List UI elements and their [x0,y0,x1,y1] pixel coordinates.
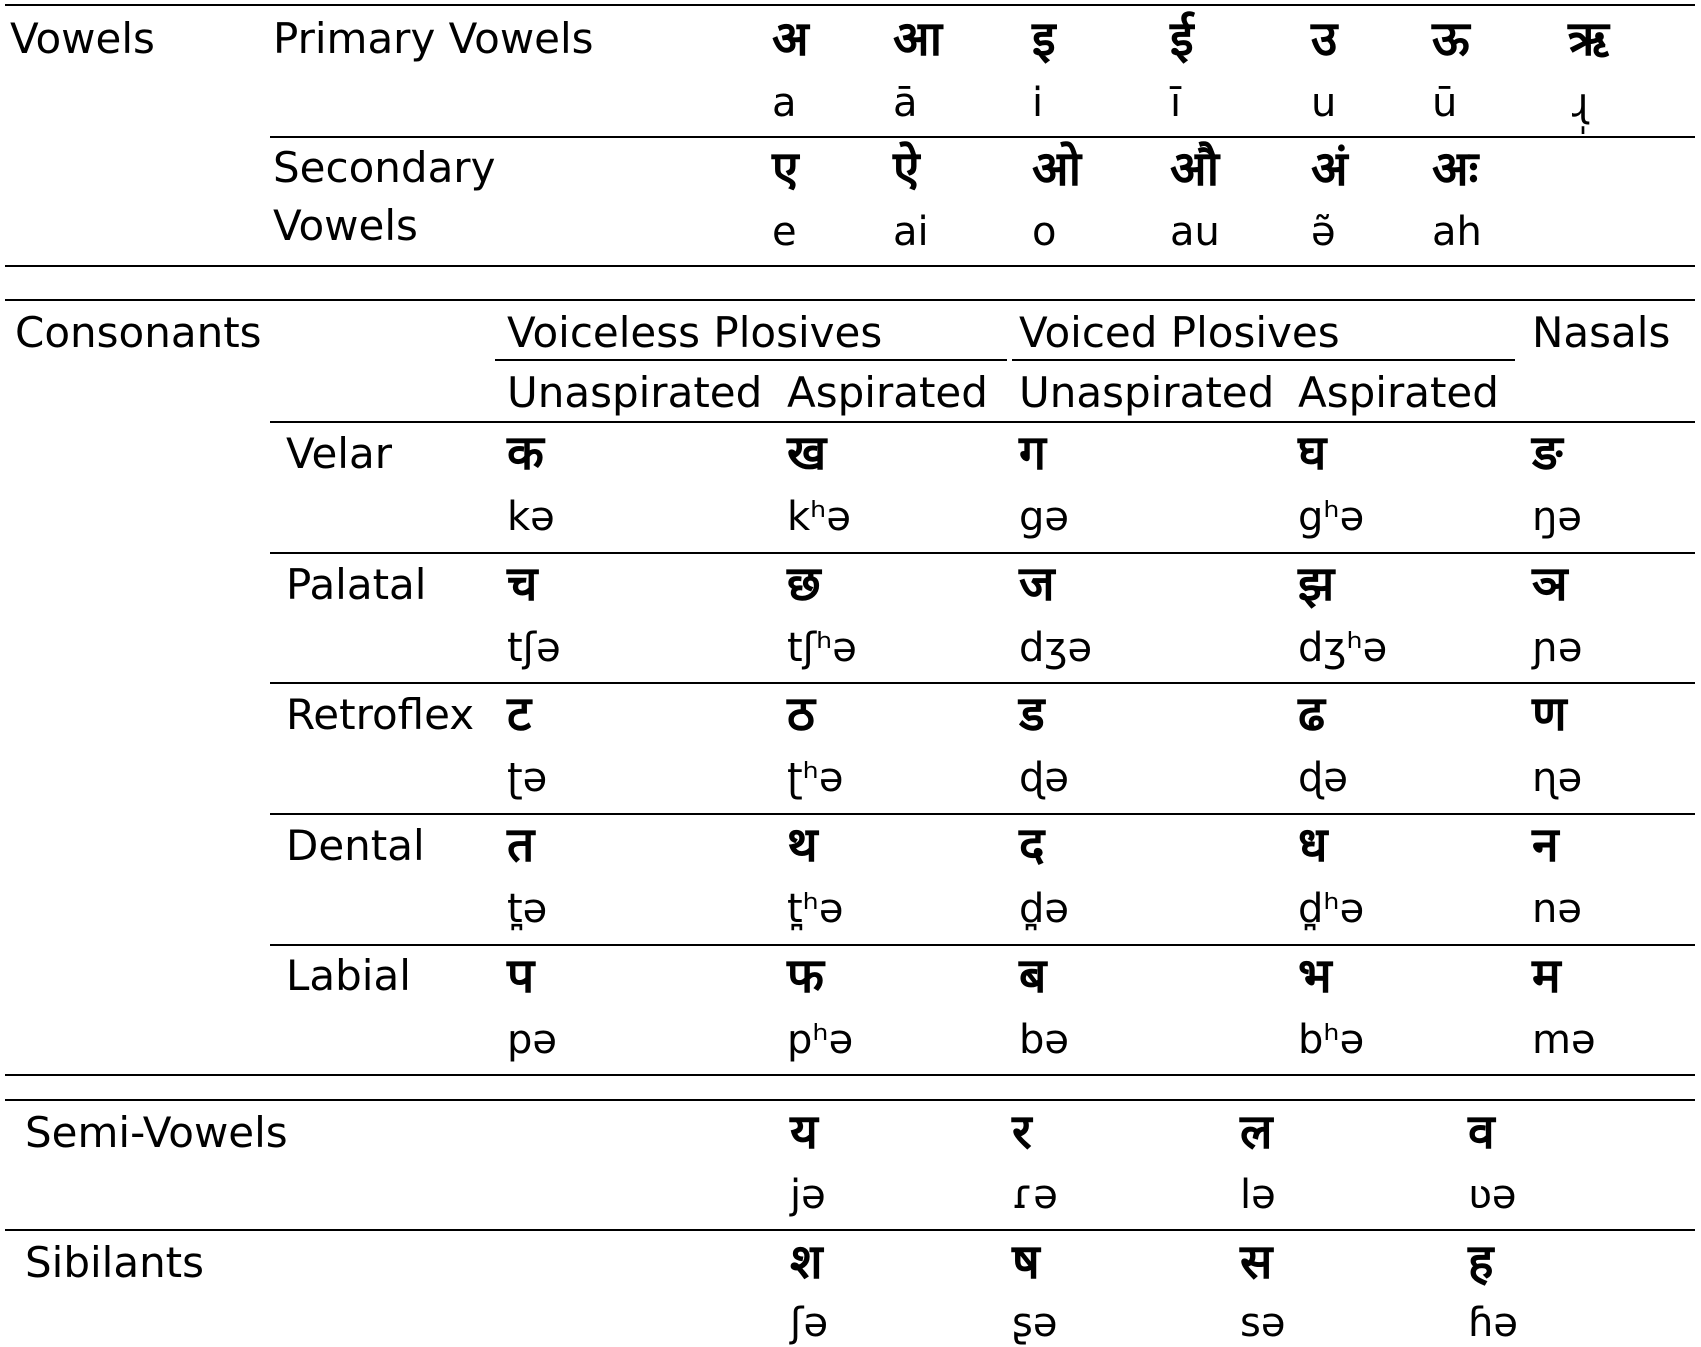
semivowels-label: Semi-Vowels [25,1108,288,1157]
rule-consonants-end [5,1074,1695,1076]
consonant-roman: dʒə [1019,625,1093,671]
sibilant-roman: sə [1240,1300,1286,1346]
consonant-roman: dʒʰə [1298,625,1388,671]
rule-voiced-span [1012,359,1515,361]
consonant-roman: kə [507,494,555,540]
primary-vowel-glyph: अ [772,11,809,67]
consonant-glyph: झ [1298,556,1335,612]
secondary-vowels-label: Secondary [273,143,496,192]
aspirated-header: Aspirated [787,368,988,417]
consonant-glyph: ध [1298,817,1328,873]
voiceless-plosives-header: Voiceless Plosives [507,308,883,357]
consonant-glyph: ट [507,686,532,742]
consonant-roman: ŋə [1532,494,1582,540]
secondary-vowel-glyph: अः [1432,141,1479,197]
consonant-glyph: घ [1298,425,1327,481]
rule-labial [270,944,1695,946]
place-label-retroflex: Retroflex [286,690,475,739]
primary-vowel-glyph: आ [893,11,943,67]
sibilant-roman: ʃə [790,1300,829,1346]
rule-vowels-end [5,265,1695,267]
sibilant-glyph: श [790,1234,823,1290]
consonant-glyph: फ [787,948,825,1004]
primary-vowel-roman: a [772,80,797,126]
unaspirated-header: Unaspirated [1019,368,1275,417]
sibilants-label: Sibilants [25,1238,205,1287]
consonant-roman: d̪ə [1019,886,1069,932]
secondary-vowel-roman: e [772,209,797,255]
consonant-roman: bə [1019,1017,1069,1063]
sibilant-roman: ʂə [1012,1300,1058,1346]
primary-vowel-roman: u [1311,80,1337,126]
semivowel-roman: ɾə [1012,1172,1058,1218]
rule-sibilants-top [5,1229,1695,1231]
rule-palatal [270,552,1695,554]
secondary-vowels-label: Vowels [273,201,418,250]
rule-consonants-top [5,299,1695,301]
consonant-roman: bʰə [1298,1017,1365,1063]
consonant-glyph: ख [787,425,827,481]
consonant-glyph: द [1019,817,1045,873]
consonant-roman: t̪ʰə [787,886,844,932]
consonant-glyph: त [507,817,535,873]
consonant-roman: tʃʰə [787,625,857,671]
primary-vowel-glyph: उ [1311,11,1338,67]
secondary-vowel-glyph: औ [1170,141,1220,197]
rule-top [5,4,1695,6]
consonant-glyph: ठ [787,686,815,742]
voiced-plosives-header: Voiced Plosives [1019,308,1340,357]
secondary-vowel-roman: ah [1432,209,1482,255]
rule-semivowels-top [5,1099,1695,1101]
semivowel-roman: lə [1240,1172,1276,1218]
consonant-roman: ɖə [1019,755,1069,801]
primary-vowel-roman: ī [1170,80,1182,126]
consonant-roman: d̪ʰə [1298,886,1365,932]
semivowel-glyph: य [790,1104,818,1160]
consonant-glyph: ब [1019,948,1047,1004]
secondary-vowel-roman: o [1032,209,1057,255]
consonant-glyph: ड [1019,686,1045,742]
consonant-glyph: ज [1019,556,1055,612]
sibilant-glyph: ष [1012,1234,1040,1290]
rule-dental [270,813,1695,815]
primary-vowel-roman: i [1032,80,1044,126]
consonant-roman: mə [1532,1017,1596,1063]
primary-vowel-roman: ɻ̩ [1572,80,1589,126]
unaspirated-header: Unaspirated [507,368,763,417]
place-label-palatal: Palatal [286,560,427,609]
place-label-velar: Velar [286,429,392,478]
primary-vowel-glyph: ई [1170,11,1194,67]
consonant-roman: pə [507,1017,557,1063]
consonant-roman: ɖə [1298,755,1348,801]
consonant-glyph: प [507,948,535,1004]
consonant-roman: ʈʰə [787,755,844,801]
consonant-roman: nə [1532,886,1582,932]
consonant-roman: gə [1019,494,1069,540]
rule-retroflex [270,682,1695,684]
primary-vowel-glyph: ऋ [1568,11,1609,67]
semivowel-glyph: ल [1240,1104,1273,1160]
primary-vowel-glyph: ऊ [1432,11,1470,67]
consonant-glyph: छ [787,556,821,612]
sibilant-glyph: स [1240,1234,1273,1290]
semivowel-glyph: व [1468,1104,1495,1160]
primary-vowels-label: Primary Vowels [273,14,594,63]
consonant-glyph: न [1532,817,1559,873]
semivowel-roman: ʋə [1468,1172,1517,1218]
secondary-vowel-glyph: ऐ [893,141,920,197]
rule-voiceless-span [495,359,1007,361]
consonant-roman: ʈə [507,755,548,801]
consonant-glyph: ण [1532,686,1567,742]
consonant-glyph: ग [1019,425,1047,481]
consonant-glyph: क [507,425,544,481]
consonant-glyph: ञ [1532,556,1568,612]
sibilant-roman: ɦə [1468,1300,1518,1346]
place-label-labial: Labial [286,951,411,1000]
consonant-glyph: थ [787,817,818,873]
secondary-vowel-glyph: ओ [1032,141,1082,197]
vowels-label: Vowels [10,14,155,63]
secondary-vowel-roman: ə̃ [1311,209,1336,255]
consonants-label: Consonants [15,308,262,357]
consonant-glyph: ङ [1532,425,1563,481]
consonant-roman: t̪ə [507,886,548,932]
consonant-roman: gʰə [1298,494,1365,540]
consonant-roman: pʰə [787,1017,854,1063]
consonant-roman: ɳə [1532,755,1583,801]
consonant-roman: ɲə [1532,625,1583,671]
rule-vowel-split [270,136,1695,138]
rule-velar [270,421,1695,423]
aspirated-header: Aspirated [1298,368,1499,417]
primary-vowel-glyph: इ [1032,11,1056,67]
secondary-vowel-glyph: अं [1311,141,1348,197]
consonant-glyph: म [1532,948,1561,1004]
secondary-vowel-glyph: ए [772,141,799,197]
secondary-vowel-roman: au [1170,209,1220,255]
sibilant-glyph: ह [1468,1234,1494,1290]
place-label-dental: Dental [286,821,425,870]
consonant-roman: tʃə [507,625,561,671]
semivowel-glyph: र [1012,1104,1032,1160]
primary-vowel-roman: ū [1432,80,1458,126]
consonant-glyph: च [507,556,538,612]
consonant-roman: kʰə [787,494,851,540]
consonant-glyph: ढ [1298,686,1326,742]
nasals-header: Nasals [1532,308,1671,357]
semivowel-roman: jə [790,1172,826,1218]
secondary-vowel-roman: ai [893,209,929,255]
consonant-glyph: भ [1298,948,1332,1004]
primary-vowel-roman: ā [893,80,918,126]
